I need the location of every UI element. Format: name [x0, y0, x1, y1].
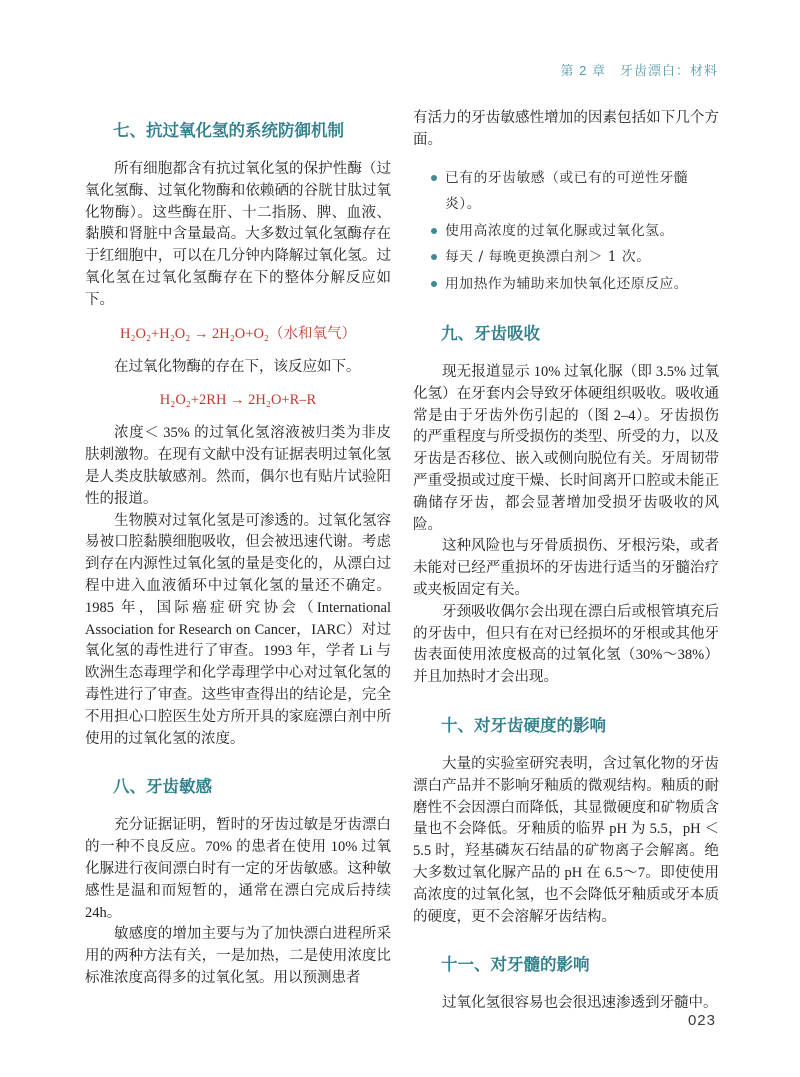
- section-9-heading: 九、牙齿吸收: [441, 325, 540, 344]
- running-header: 第 2 章 牙齿漂白：材料: [560, 63, 718, 78]
- section-10-paragraph-1: 大量的实验室研究表明，含过氧化物的牙齿漂白产品并不影响牙釉质的微观结构。釉质的耐磨性不会因漂白而降低，其显微硬度和矿物质含量也不会降低。牙釉质的临界 pH 为 5.5，pH ＜ 5.5 时，羟基磷灰石结晶的矿物离子会解离。绝大多数过氧化脲产品的 pH 在 6.5～7。即使使用高浓度的过氧化氢，也不会降低牙釉质或牙本质的硬度，更不会溶解牙齿结构。: [413, 756, 719, 925]
- section-7-heading: 七、抗过氧化氢的系统防御机制: [113, 122, 344, 140]
- list-item: [431, 218, 719, 245]
- bullet-icon: [431, 228, 437, 234]
- section-9-paragraph-2: 这种风险也与牙骨质损伤、牙根污染，或者未能对已经严重损坏的牙齿进行适当的牙髓治疗或夹板固定有关。: [413, 538, 719, 599]
- chemical-equation-catalase: H₂O₂+H₂O₂ → 2H₂O+O₂（水和氧气）: [120, 325, 356, 342]
- chemical-equation-peroxidase: H₂O₂+2RH → 2H₂O+R–R: [159, 392, 317, 409]
- bullet-icon: [431, 281, 437, 287]
- list-item-text: 已有的牙齿敏感（或已有的可逆性牙髓炎）。: [445, 169, 689, 213]
- section-9-paragraph-3: 牙颈吸收偶尔会出现在漂白后或根管填充后的牙齿中，但只有在对已经损坏的牙根或其他牙齿表面使用浓度极高的过氧化氢（30%～38%）并且加热时才会出现。: [413, 603, 719, 686]
- section-11-heading: 十一、对牙髓的影响: [441, 956, 590, 975]
- page-number: 023: [687, 1012, 716, 1029]
- section-11-paragraph-1: 过氧化氢很容易也会很迅速渗透到牙髓中。: [442, 995, 718, 1012]
- section-9-paragraph-1: 现无报道显示 10% 过氧化脲（即 3.5% 过氧化氢）在牙套内会导致牙体硬组织吸收。吸收通常是由于牙齿外伤引起的（图 2–4）。牙齿损伤的严重程度与所受损伤的类型、所受的力，以及牙齿是否移位、嵌入或侧向脱位有关。牙周韧带严重受损或过度干燥、长时间离开口腔或未能正确储存牙齿，都会显著增加受损牙齿吸收的风险。: [413, 364, 719, 533]
- list-item-text: 用加热作为辅助来加快氧化还原反应。: [445, 275, 689, 292]
- list-item-text: 每天 / 每晚更换漂白剂＞ 1 次。: [445, 249, 651, 266]
- left-column: [85, 106, 391, 1015]
- list-item: [431, 244, 719, 271]
- section-7-paragraph-4: 生物膜对过氧化氢是可渗透的。过氧化氢容易被口腔黏膜细胞吸收，但会被迅速代谢。考虑到存在内源性过氧化氢的量是变化的，从漂白过程中进入血液循环中过氧化氢的量还不确定。1985 年，国际癌症研究协会（International Association for Research on Cancer，IARC）对过氧化氢的毒性进行了审查。1993 年，学者 Li 与欧洲生态毒理学和化学毒理学中心对过氧化氢的毒性进行了审查。这些审查得出的结论是，完全不用担心口腔医生处方所开具的家庭漂白剂中所使用的过氧化氢的浓度。: [85, 512, 391, 747]
- section-8-heading: 八、牙齿敏感: [113, 778, 212, 797]
- bullet-icon: [431, 254, 437, 260]
- intro-paragraph: 有活力的牙齿敏感性增加的因素包括如下几个方面。: [413, 110, 719, 148]
- section-7-paragraph-2: 在过氧化物酶的存在下，该反应如下。: [114, 358, 361, 375]
- section-8-paragraph-2: 敏感度的增加主要与为了加快漂白进程所采用的两种方法有关，一是加热，二是使用浓度比标准浓度高得多的过氧化氢。用以预测患者: [85, 926, 391, 986]
- sensitivity-factors-list: [413, 165, 719, 298]
- bullet-icon: [431, 175, 437, 181]
- section-7-paragraph-1: 所有细胞都含有抗过氧化氢的保护性酶（过氧化氢酶、过氧化物酶和依赖硒的谷胱甘肽过氧化物酶）。这些酶在肝、十二指肠、脾、血液、黏膜和肾脏中含量最高。大多数过氧化氢酶存在于红细胞中，可以在几分钟内降解过氧化氢。过氧化氢在过氧化氢酶存在下的整体分解反应如下。: [85, 161, 391, 308]
- section-8-paragraph-1: 充分证据证明，暂时的牙齿过敏是牙齿漂白的一种不良反应。70% 的患者在使用 10% 过氧化脲进行夜间漂白时有一定的牙齿敏感。这种敏感性是温和而短暂的，通常在漂白完成后持续 24h。: [85, 817, 391, 921]
- list-item: [431, 165, 719, 218]
- right-column: [413, 106, 719, 1015]
- section-7-paragraph-3: 浓度＜ 35% 的过氧化氢溶液被归类为非皮肤刺激物。在现有文献中没有证据表明过氧化氢是人类皮肤敏感剂。然而，偶尔也有贴片试验阳性的报道。: [85, 425, 391, 507]
- content-columns: [85, 106, 719, 1015]
- section-10-heading: 十、对牙齿硬度的影响: [441, 717, 606, 736]
- list-item-text: 使用高浓度的过氧化脲或过氧化氢。: [445, 222, 674, 239]
- list-item: [431, 271, 719, 298]
